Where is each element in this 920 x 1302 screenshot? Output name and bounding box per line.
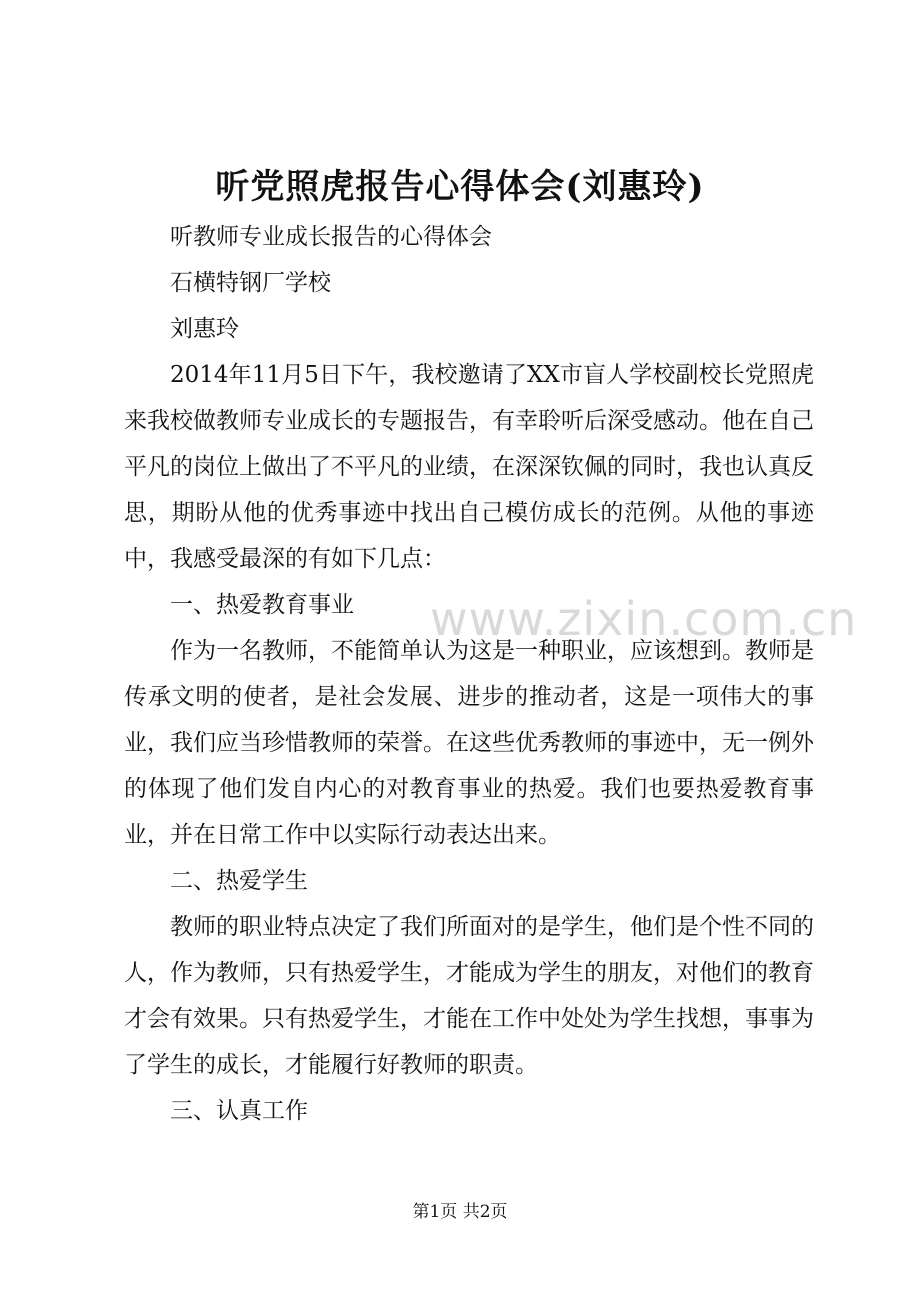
section-heading-3: 三、认真工作 [170, 1098, 308, 1124]
author-name: 刘惠玲 [170, 316, 239, 342]
section-paragraph-2: 教师的职业特点决定了我们所面对的是学生，他们是个性不同的人，作为教师，只有热爱学生，才能成为学生的朋友，对他们的教育才会有效果。只有热爱学生，才能在工作中处处为学生找想，事事为了学生的成长，才能履行好教师的职责。 [124, 914, 814, 1078]
watermark: www.zixin.com.cn [430, 592, 858, 646]
document-body [124, 214, 814, 1134]
school-name: 石横特钢厂学校 [170, 270, 331, 296]
section-heading-1: 一、热爱教育事业 [170, 592, 354, 618]
document-title: 听党照虎报告心得体会(刘惠玲) [215, 167, 705, 207]
section-heading-2: 二、热爱学生 [170, 868, 308, 894]
page-footer: 第1页 共2页 [412, 1202, 508, 1222]
intro-paragraph: 2014年11月5日下午，我校邀请了XX市盲人学校副校长党照虎来我校做教师专业成长的专题报告，有幸聆听后深受感动。他在自己平凡的岗位上做出了不平凡的业绩，在深深钦佩的同时，我也认真反思，期盼从他的优秀事迹中找出自己模仿成长的范例。从他的事迹中，我感受最深的有如下几点： [124, 362, 814, 572]
section-paragraph-1: 作为一名教师，不能简单认为这是一种职业，应该想到。教师是传承文明的使者，是社会发展、进步的推动者，这是一项伟大的事业，我们应当珍惜教师的荣誉。在这些优秀教师的事迹中，无一例外的体现了他们发自内心的对教育事业的热爱。我们也要热爱教育事业，并在日常工作中以实际行动表达出来。 [124, 638, 814, 848]
subtitle: 听教师专业成长报告的心得体会 [170, 224, 492, 250]
